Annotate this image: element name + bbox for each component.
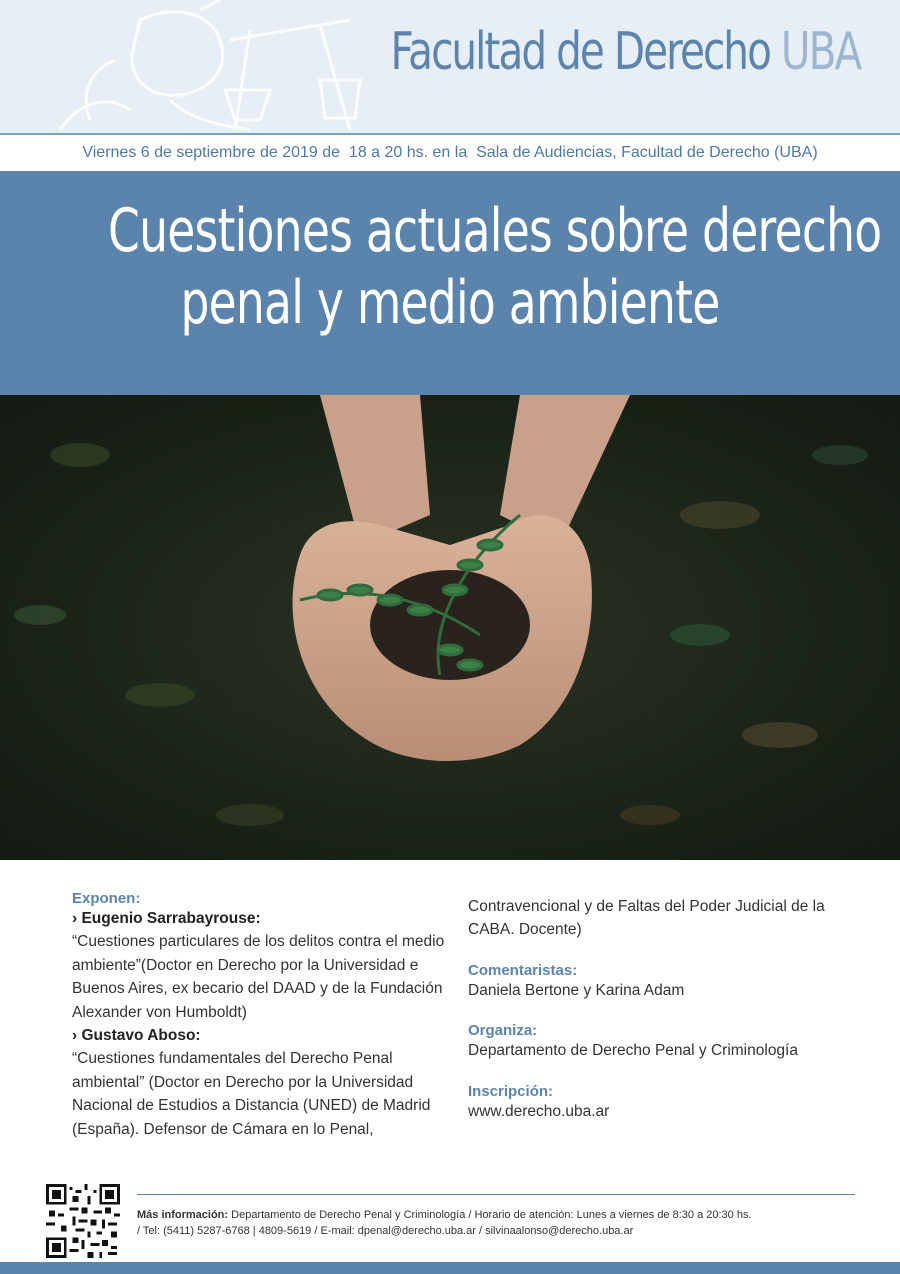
- footer-divider: [137, 1194, 855, 1195]
- organiza-heading: Organiza:: [468, 1022, 538, 1040]
- footer-info: [137, 1207, 867, 1239]
- speaker-description: “Cuestiones particulares de los delitos contra el medio ambiente”(Doctor en Derecho por la Universidad e Buenos Aires, ex becario del DAAD y de la Fundación Alexander von Humboldt): [72, 933, 445, 1021]
- event-title-line2: penal y medio ambiente: [180, 268, 720, 338]
- qr-code[interactable]: [46, 1184, 120, 1258]
- event-dateline: Viernes 6 de septiembre de 2019 de 18 a 20 hs. en la Sala de Audiencias, Facultad de Derecho (UBA): [82, 144, 818, 161]
- speaker-description-continued: Contravencional y de Faltas del Poder Judicial de la CABA. Docente): [468, 898, 825, 939]
- bottom-bar: [0, 1262, 900, 1274]
- comentaristas-heading: Comentaristas:: [468, 961, 578, 979]
- speaker-description: “Cuestiones fundamentales del Derecho Penal ambiental” (Doctor en Derecho por la Universidad Nacional de Estudios a Distancia (UNED) de Madrid (España). Defensor de Cámara en lo Penal,: [72, 1050, 431, 1138]
- brand-suffix: UBA: [780, 22, 860, 82]
- brand-main: Facultad de Derecho: [390, 22, 770, 82]
- header-banner: [0, 0, 900, 133]
- justice-statue-illustration: [20, 0, 400, 133]
- brand-title: [390, 22, 860, 82]
- speakers-column: [72, 890, 447, 1141]
- organiza-department: Departamento de Derecho Penal y Criminología: [468, 1042, 798, 1060]
- speaker-name: › Eugenio Sarrabayrouse:: [72, 910, 261, 927]
- event-title-line1: Cuestiones actuales sobre derecho: [108, 196, 882, 266]
- comentaristas-names: Daniela Bertone y Karina Adam: [468, 981, 685, 999]
- inscripcion-link[interactable]: www.derecho.uba.ar: [468, 1102, 610, 1120]
- header-divider: [0, 133, 900, 135]
- footer-line2: / Tel: (5411) 5287-6768 | 4809-5619 / E-mail: dpenal@derecho.uba.ar / silvinaalonso@derecho.uba.ar: [137, 1225, 634, 1237]
- speaker-name: › Gustavo Aboso:: [72, 1027, 201, 1045]
- inscripcion-heading: Inscripción:: [468, 1082, 554, 1100]
- footer-line1: Departamento de Derecho Penal y Criminología / Horario de atención: Lunes a viernes de 8:30 a 20:30 hs.: [228, 1209, 752, 1221]
- event-title: [0, 195, 900, 339]
- hands-holding-plant-photo: [0, 395, 900, 860]
- details-column: [468, 895, 848, 1143]
- exponen-heading: Exponen:: [72, 890, 141, 907]
- footer-label: Más información:: [137, 1209, 229, 1221]
